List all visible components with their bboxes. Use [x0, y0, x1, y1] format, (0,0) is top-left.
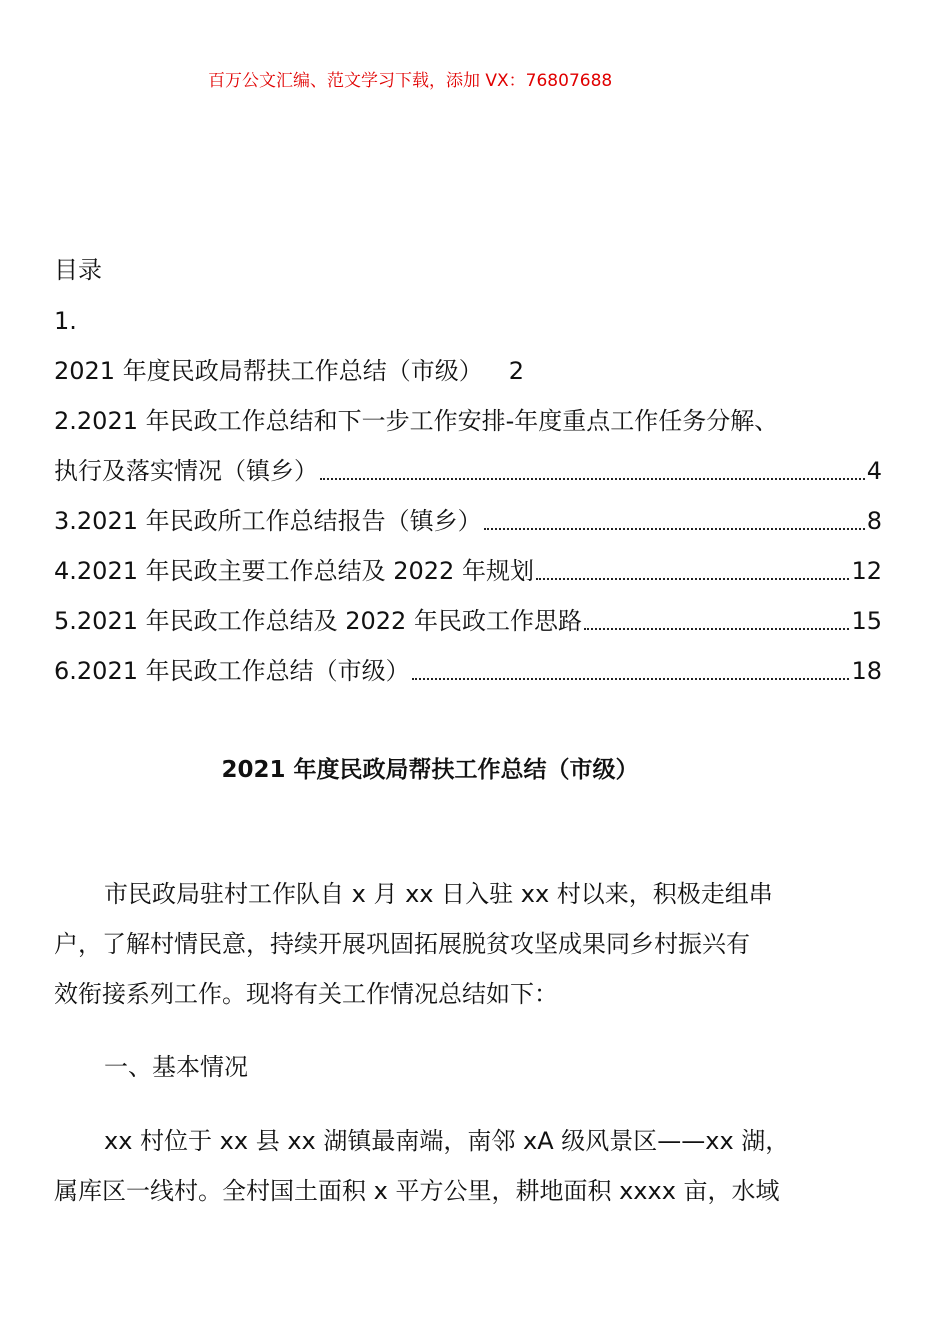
toc-item-3[interactable] [54, 505, 882, 537]
toc-item-2-page: 4 [866, 457, 882, 485]
toc-item-5-title: 5.2021 年民政工作总结及 2022 年民政工作思路 [54, 607, 582, 635]
toc-item-1[interactable] [54, 355, 524, 387]
paragraph-2-line-2: 属库区一线村。全村国土面积 x 平方公里，耕地面积 xxxx 亩，水域 [54, 1177, 780, 1205]
header-banner: 百万公文汇编、范文学习下载，添加 VX：76807688 [208, 71, 613, 91]
paragraph-1-line-3: 效衔接系列工作。现将有关工作情况总结如下： [54, 980, 558, 1008]
toc-item-4-page: 12 [851, 557, 882, 585]
toc-item-2-line1[interactable]: 2.2021 年民政工作总结和下一步工作安排-年度重点工作任务分解、 [54, 407, 779, 435]
section-1-heading: 一、基本情况 [104, 1053, 248, 1081]
paragraph-1-line-2: 户，了解村情民意，持续开展巩固拓展脱贫攻坚成果同乡村振兴有 [54, 930, 750, 958]
toc-leader-dots [320, 478, 865, 480]
toc-leader-dots [484, 528, 865, 530]
toc-leader-dots [412, 678, 850, 680]
toc-item-3-title: 3.2021 年民政所工作总结报告（镇乡） [54, 507, 482, 535]
toc-leader-dots [536, 578, 850, 580]
toc-item-1-page: 2 [508, 357, 524, 385]
toc-item-6-title: 6.2021 年民政工作总结（市级） [54, 657, 410, 685]
toc-title: 目录 [54, 256, 102, 284]
paragraph-1-line-1: 市民政局驻村工作队自 x 月 xx 日入驻 xx 村以来，积极走组串 [104, 880, 773, 908]
paragraph-2-line-1: xx 村位于 xx 县 xx 湖镇最南端，南邻 xA 级风景区——xx 湖， [104, 1127, 790, 1155]
toc-item-6[interactable] [54, 655, 882, 687]
toc-item-1-number: 1. [54, 307, 77, 335]
toc-item-6-page: 18 [851, 657, 882, 685]
toc-item-4-title: 4.2021 年民政主要工作总结及 2022 年规划 [54, 557, 534, 585]
document-title: 2021 年度民政局帮扶工作总结（市级） [221, 757, 639, 783]
toc-item-4[interactable] [54, 555, 882, 587]
toc-item-5[interactable] [54, 605, 882, 637]
toc-item-2-line2: 执行及落实情况（镇乡） [54, 457, 318, 485]
toc-leader-dots [584, 628, 850, 630]
toc-item-5-page: 15 [851, 607, 882, 635]
toc-item-2[interactable] [54, 455, 882, 487]
toc-item-3-page: 8 [866, 507, 882, 535]
toc-item-1-title: 2021 年度民政局帮扶工作总结（市级） [54, 357, 483, 385]
